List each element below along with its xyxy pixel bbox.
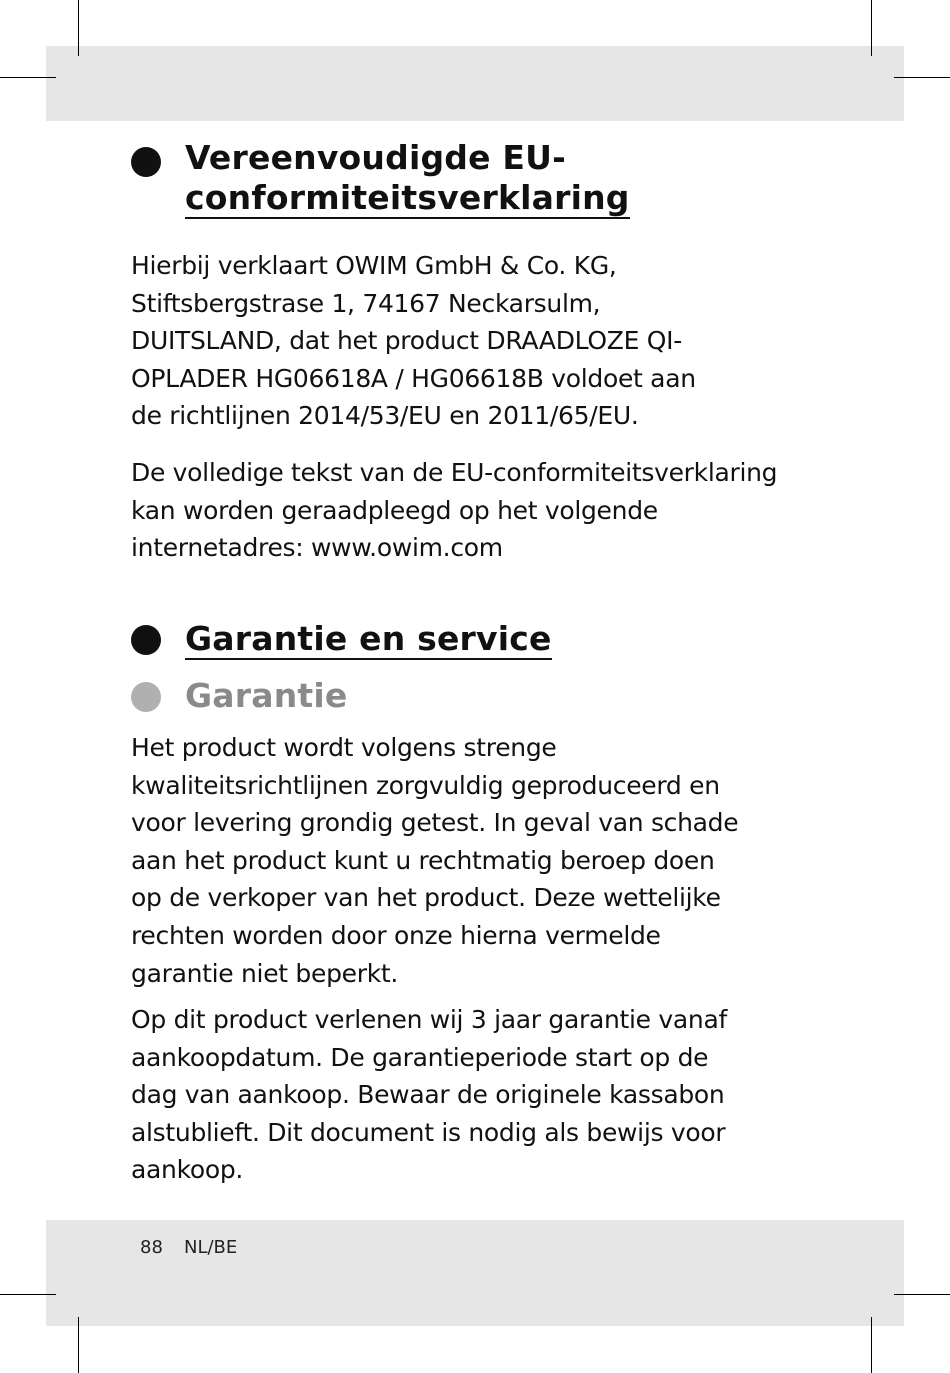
bullet-icon <box>131 147 161 177</box>
text-line: voor levering grondig getest. In geval van schade <box>131 808 739 838</box>
bullet-icon <box>131 682 161 712</box>
text-line: internetadres: www.owim.com <box>131 533 503 563</box>
text-line: aan het product kunt u rechtmatig beroep doen <box>131 845 715 875</box>
warranty-paragraph-2 <box>131 1001 811 1189</box>
crop-mark <box>894 1294 950 1295</box>
locale-label: NL/BE <box>184 1237 238 1258</box>
text-line: garantie niet beperkt. <box>131 958 399 988</box>
header-band <box>46 46 904 121</box>
footer-band <box>46 1220 904 1326</box>
text-line: DUITSLAND, dat het product DRAADLOZE QI- <box>131 326 682 356</box>
text-line: OPLADER HG06618A / HG06618B voldoet aan <box>131 363 696 393</box>
page-number: 88 <box>140 1237 163 1258</box>
text-line: op de verkoper van het product. Deze wettelijke <box>131 883 721 913</box>
text-line: kwaliteitsrichtlijnen zorgvuldig geproduceerd en <box>131 770 720 800</box>
text-line: dag van aankoop. Bewaar de originele kassabon <box>131 1080 725 1110</box>
text-line: kan worden geraadpleegd op het volgende <box>131 495 658 525</box>
eu-declaration-paragraph-1 <box>131 247 811 435</box>
crop-mark <box>78 0 79 56</box>
heading-line-2: conformiteitsverklaring <box>185 178 630 217</box>
subheading-text: Garantie <box>185 676 348 715</box>
heading-text: Garantie en service <box>185 619 552 658</box>
text-line: Hierbij verklaart OWIM GmbH & Co. KG, <box>131 251 617 280</box>
text-line: De volledige tekst van de EU-conformiteitsverklaring <box>131 458 778 487</box>
crop-mark <box>0 77 56 78</box>
heading-line-1: Vereenvoudigde EU- <box>185 138 567 177</box>
text-line: Op dit product verlenen wij 3 jaar garantie vanaf <box>131 1005 727 1034</box>
text-line: Het product wordt volgens strenge <box>131 733 557 762</box>
eu-declaration-paragraph-2 <box>131 454 811 567</box>
text-line: aankoop. <box>131 1155 244 1185</box>
crop-mark <box>78 1317 79 1373</box>
crop-mark <box>894 77 950 78</box>
crop-mark <box>0 1294 56 1295</box>
crop-mark <box>871 0 872 56</box>
text-line: Stiftsbergstrase 1, 74167 Neckarsulm, <box>131 288 601 318</box>
text-line: de richtlijnen 2014/53/EU en 2011/65/EU. <box>131 401 639 431</box>
warranty-paragraph-1 <box>131 729 811 992</box>
text-line: alstublieft. Dit document is nodig als bewijs voor <box>131 1117 726 1147</box>
crop-mark <box>871 1317 872 1373</box>
bullet-icon <box>131 625 161 655</box>
text-line: aankoopdatum. De garantieperiode start op de <box>131 1042 709 1072</box>
text-line: rechten worden door onze hierna vermelde <box>131 920 661 950</box>
